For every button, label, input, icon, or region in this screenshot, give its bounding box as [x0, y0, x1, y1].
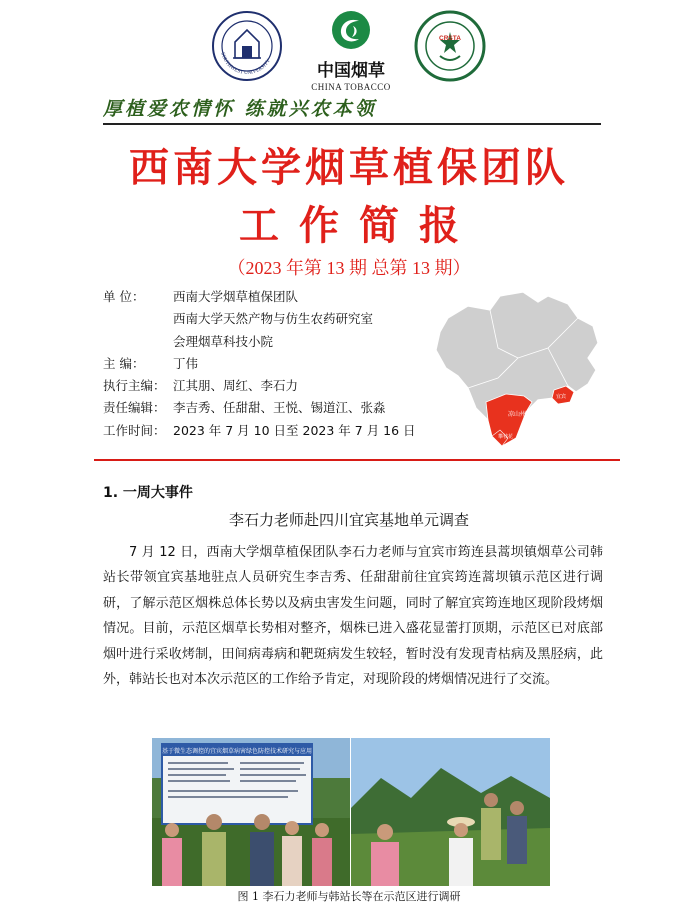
field-photo-right [351, 738, 550, 886]
figure-caption: 图 1 李石力老师与韩站长等在示范区进行调研 [237, 890, 461, 903]
swu-seal-text: SOUTHWEST UNIVERSITY [219, 51, 272, 77]
swu-seal-icon [211, 10, 283, 82]
info-period-row [103, 420, 416, 442]
header-divider [103, 123, 601, 125]
map-label-panzhihua: 攀枝花 [498, 434, 514, 440]
slogan: 厚植爱农情怀 练就兴农本领 [103, 98, 377, 120]
csta-logo [414, 10, 486, 82]
info-editor-row [103, 353, 416, 375]
section-heading: 1. 一周大事件 [103, 485, 193, 501]
info-unit-row [103, 286, 416, 308]
sichuan-map [428, 288, 603, 450]
info-block [103, 286, 416, 442]
article-body: 7 月 12 日，西南大学烟草植保团队李石力老师与宜宾市筠连县蒿坝镇烟草公司韩站长带领宜宾基地驻点人员研究生李吉秀、任甜甜前往宜宾筠连蒿坝镇示范区进行调研，了解示范区烟株总体长势以及病虫害发生问题，同时了解宜宾筠连地区现阶段烤烟情况。目前，示范区烟草长势相对整齐，烟株已进入盛花显蕾打顶期，示范区已对底部烟叶进行采收烤制，田间病毒病和靶斑病发生较轻，暂时没有发现青枯病及黑胫病，此外，韩站长也对本次示范区的工作给予肯定，对现阶段的烤烟情况进行了交流。 [103, 545, 603, 688]
field-photo-right-svg [351, 738, 550, 886]
map-label-liangshan: 凉山州 [508, 411, 527, 418]
info-editor: 丁伟 [173, 355, 199, 371]
info-label: 工作时间： [103, 422, 166, 438]
field-photo-left-svg [152, 738, 350, 886]
sign-title: 基于微生态调控的宜宾烟草病害绿色防控技术研究与应用 [161, 748, 313, 755]
section-divider [94, 459, 620, 461]
info-unit-3: 会理烟草科技小院 [173, 333, 274, 349]
csta-seal-text: CRSTA [439, 35, 461, 42]
csta-seal-icon [414, 10, 486, 82]
china-tobacco-logo-icon [331, 10, 371, 50]
info-exec-editor-row [103, 375, 416, 397]
bulletin-subtitle: 工作简报 [239, 202, 479, 249]
info-unit-1: 西南大学烟草植保团队 [173, 289, 299, 304]
info-period: 2023 年 7 月 10 日至 2023 年 7 月 16 日 [173, 422, 416, 438]
bulletin-title: 西南大学烟草植保团队 [129, 144, 569, 191]
info-resp-editor-row [103, 397, 416, 419]
article-title: 李石力老师赴四川宜宾基地单元调查 [228, 511, 469, 529]
issue-number: （2023 年第 13 期 总第 13 期） [227, 258, 471, 278]
info-label: 单 位： [103, 289, 145, 304]
info-unit-2: 西南大学天然产物与仿生农药研究室 [173, 311, 374, 327]
china-tobacco-name-en: CHINA TOBACCO [311, 82, 391, 92]
china-tobacco-logo [306, 10, 396, 90]
info-label: 主 编： [103, 355, 145, 371]
southwest-university-logo [211, 10, 283, 82]
info-label: 执行主编： [103, 378, 166, 394]
info-unit-row-2 [103, 308, 416, 330]
map-label-yibin: 宜宾 [556, 394, 567, 400]
info-unit-row-3 [103, 331, 416, 353]
sichuan-map-svg [428, 288, 603, 450]
china-tobacco-name-cn: 中国烟草 [317, 61, 385, 81]
info-resp-editor: 李吉秀、任甜甜、王悦、锡道江、张淼 [173, 400, 386, 416]
info-exec-editor: 江其朋、周红、李石力 [173, 378, 299, 394]
field-photo-left [152, 738, 350, 886]
info-label: 责任编辑： [103, 400, 166, 416]
